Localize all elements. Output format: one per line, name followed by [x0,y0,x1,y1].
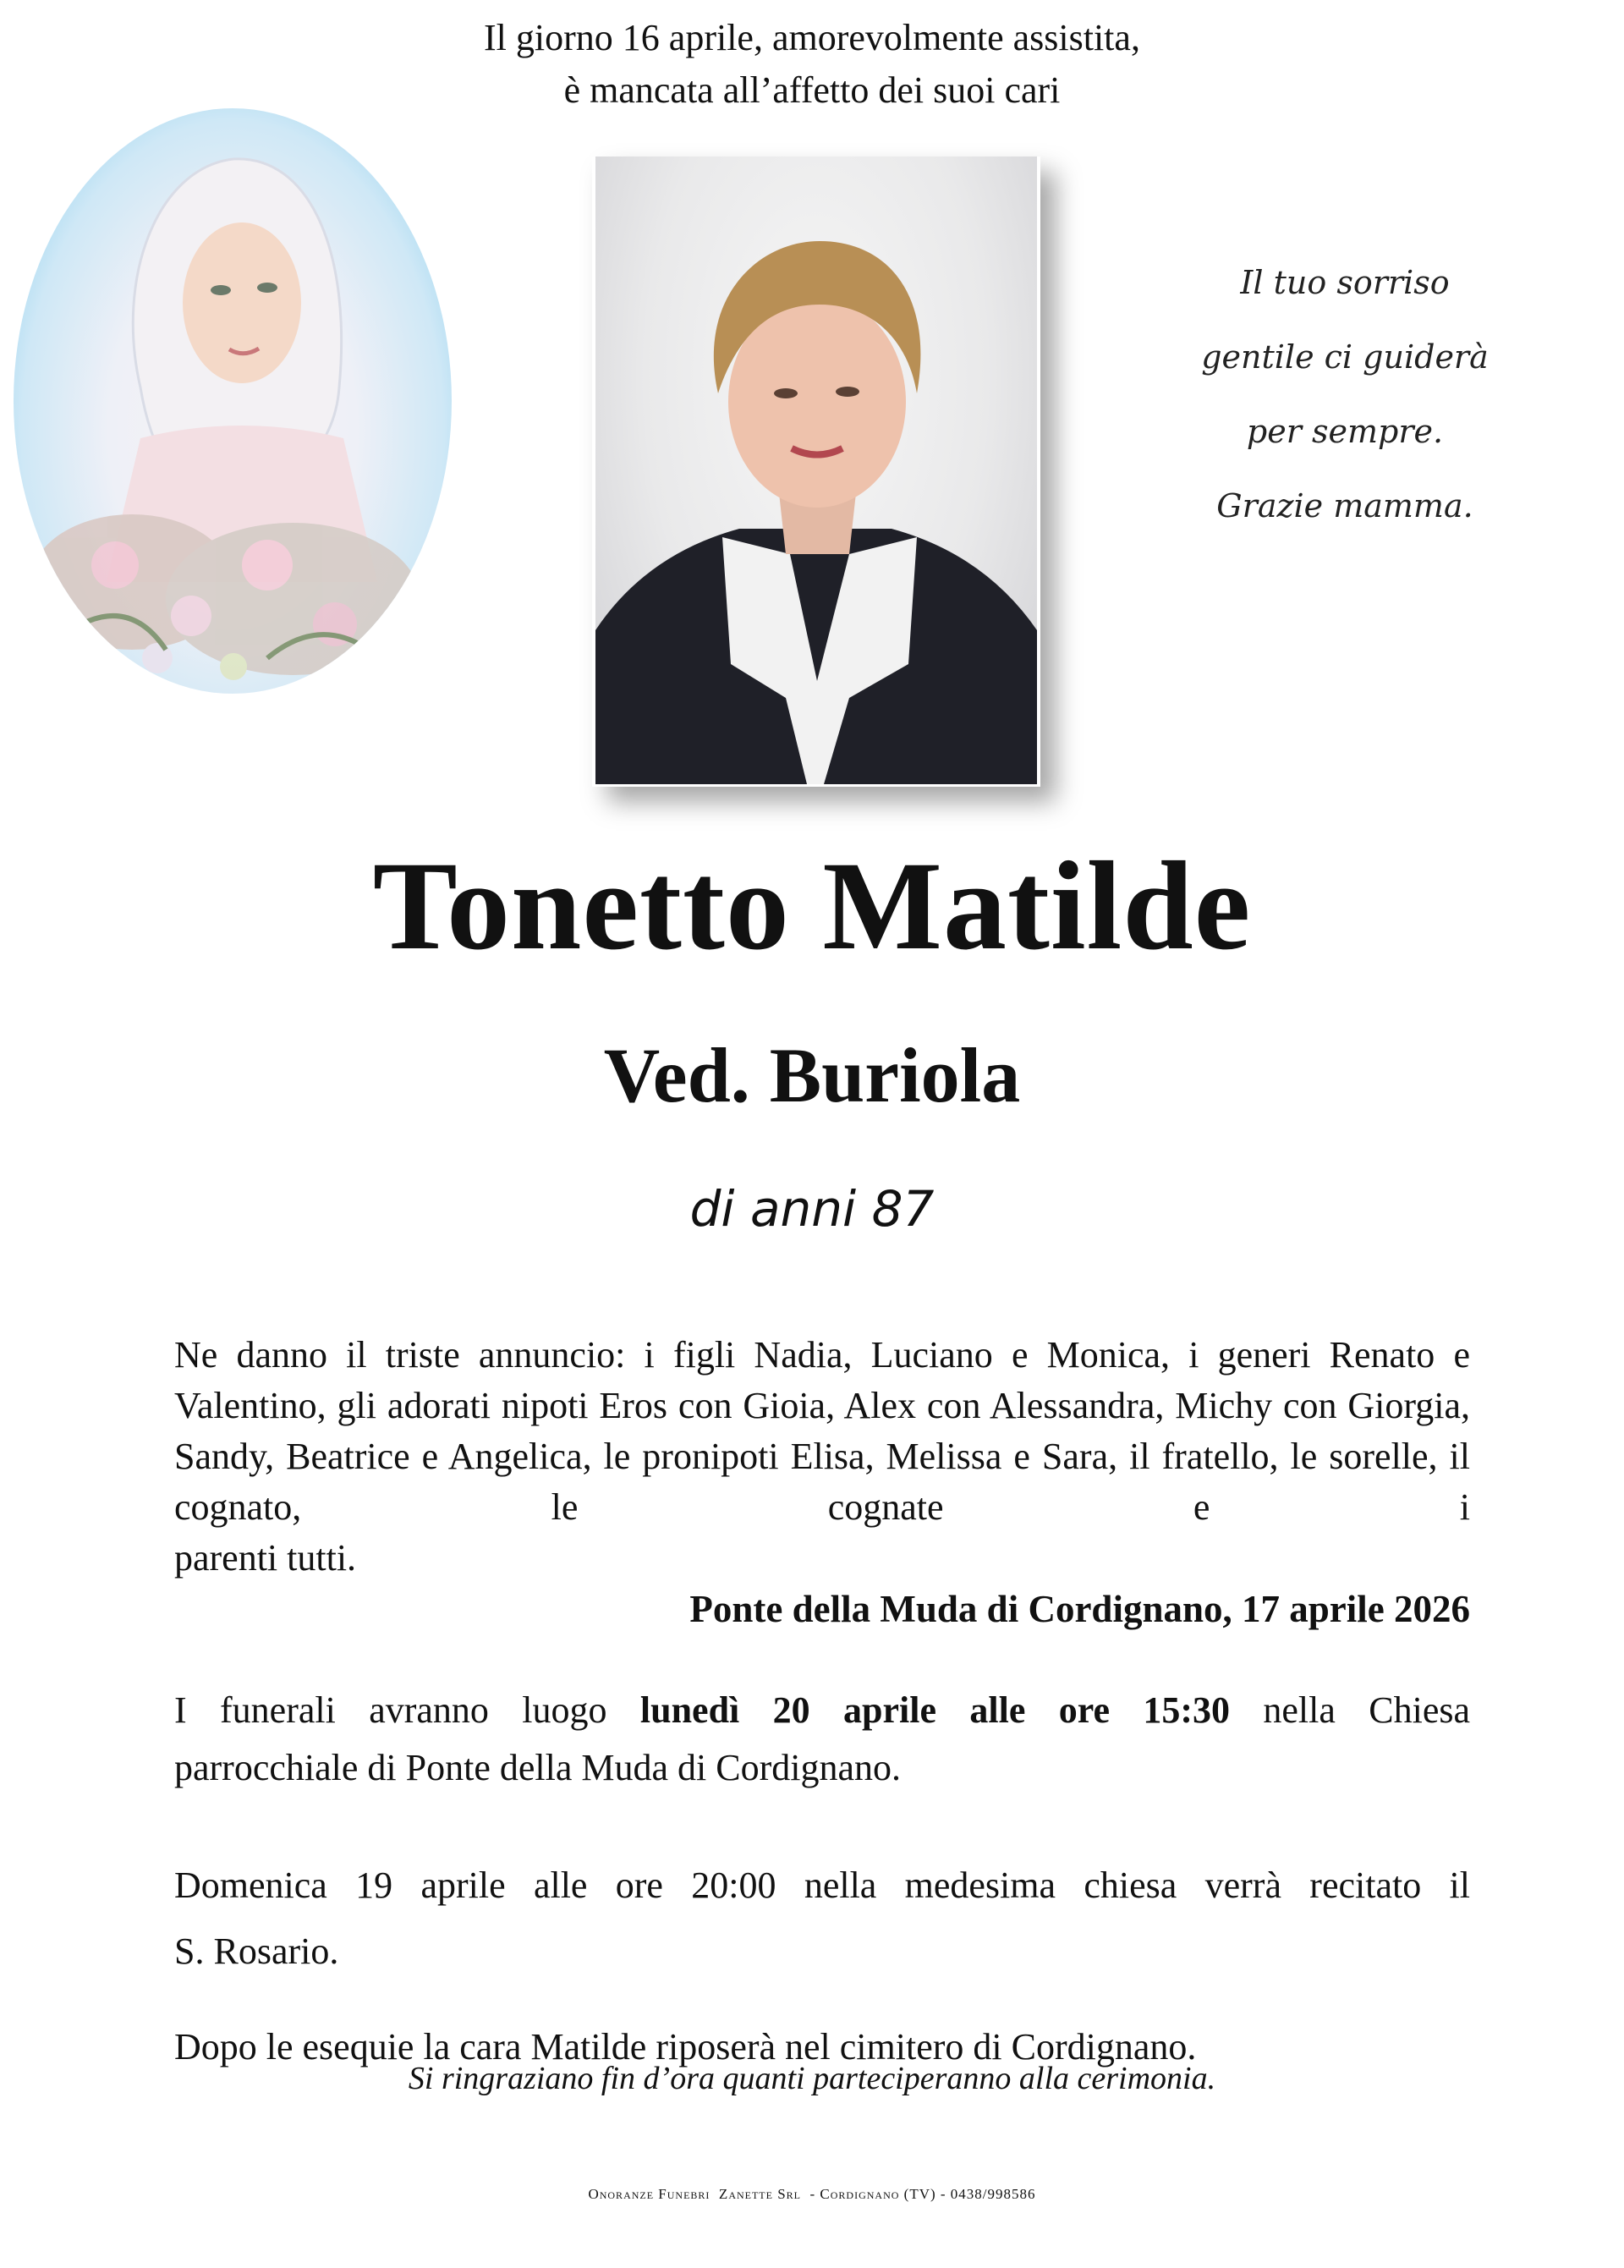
funeral-when: lunedì 20 aprile alle ore 15:30 [639,1689,1231,1731]
funeral-suffix: nella Chiesa [1263,1689,1471,1731]
burial-paragraph: Dopo le esequie la cara Matilde riposerà nel cimitero di Cordignano. [174,2026,1197,2068]
intro-line-1: Il giorno 16 aprile, amorevolmente assistita, [484,17,1140,58]
footer-agency: Onoranze Funebri Zanette Srl - Cordignano (TV) - 0438/998586 [588,2186,1036,2202]
age: di anni 87 [689,1180,935,1238]
rosary-paragraph [174,1853,1470,1985]
place-date: Ponte della Muda di Cordignano, 17 aprile 2026 [689,1588,1470,1630]
intro-line-2: è mancata all’affetto dei suoi cari [563,69,1061,111]
madonna-image [14,108,452,694]
funeral-prefix: I funerali avranno luogo [174,1689,607,1731]
quote-line-4: Grazie mamma. [1216,487,1473,524]
memorial-quote [1167,245,1522,543]
announcement-paragraph [174,1330,1470,1584]
intro-text [0,12,1624,117]
thanks-text: Si ringraziano fin d’ora quanti parteciperanno alla cerimonia. [408,2061,1216,2096]
announcement-main: Ne danno il triste annuncio: i figli Nadia, Luciano e Monica, i generi Renato e Valentino, gli adorati nipoti Eros con Gioia, Alex con Alessandra, Michy con Giorgia, Sandy, Beatrice e Angelica, le pronipoti Elisa, Melissa e Sara, il fratello, le sorelle, il cognato, le cognate e i [174,1334,1470,1528]
announcement-last: parenti tutti. [174,1537,357,1579]
rosary-main: Domenica 19 aprile alle ore 20:00 nella medesima chiesa verrà recitato il [174,1864,1470,1906]
widow-of: Ved. Buriola [603,1032,1021,1118]
quote-line-1: Il tuo sorriso [1240,264,1450,301]
quote-line-3: per sempre. [1246,413,1444,450]
funeral-line-2: parrocchiale di Ponte della Muda di Cordignano. [174,1747,901,1788]
quote-line-2: gentile ci guiderà [1201,338,1489,376]
portrait-photo [595,157,1037,784]
deceased-name: Tonetto Matilde [372,836,1252,976]
rosary-last: S. Rosario. [174,1930,339,1972]
funeral-line-1 [174,1682,1470,1739]
funeral-paragraph [174,1682,1470,1797]
